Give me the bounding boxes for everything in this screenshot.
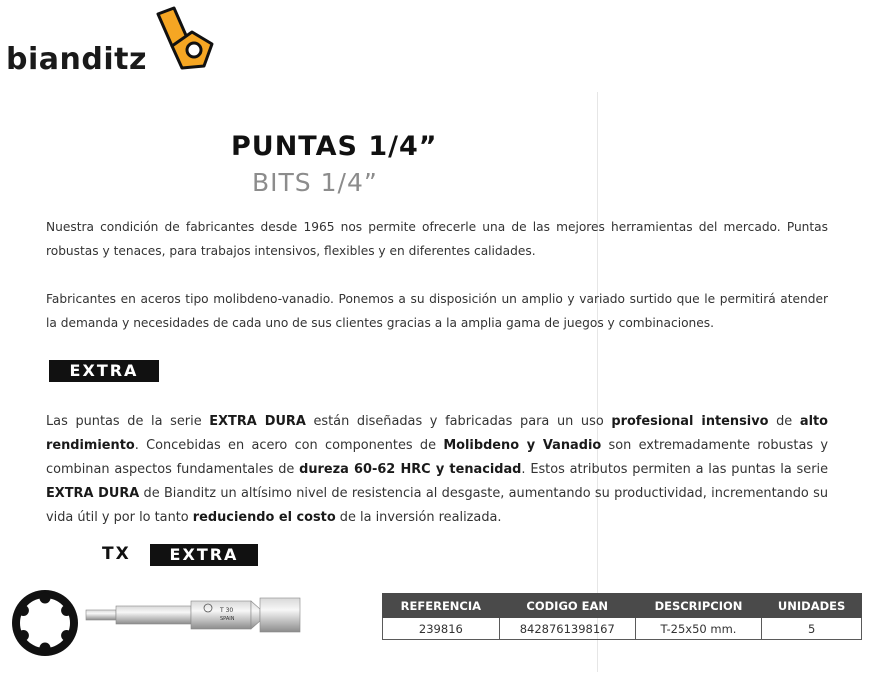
cell-codigo-ean: 8428761398167 [499, 618, 635, 640]
col-referencia: REFERENCIA [383, 594, 500, 618]
extra-text-6: . Estos atributos permiten a las puntas la serie [521, 462, 829, 477]
extra-bold-2: profesional intensivo [611, 414, 769, 429]
page-title: PUNTAS 1/4” [231, 131, 438, 162]
cell-descripcion: T-25x50 mm. [635, 618, 761, 640]
bit-marking-origin: SPAIN [220, 616, 235, 622]
tx-extra-badge: EXTRA [150, 544, 258, 566]
extra-text-4: . Concebidas en acero con componentes de [134, 438, 444, 453]
bit-marking-size: T 30 [220, 607, 234, 614]
brand-logo [6, 6, 216, 76]
extra-bold-3: alto rendimiento [46, 414, 829, 453]
column-divider [597, 92, 598, 672]
extra-bold-5: dureza 60-62 HRC y tenacidad [299, 462, 522, 477]
extra-text-8: de la inversión realizada. [335, 510, 502, 525]
col-unidades: UNIDADES [762, 594, 862, 618]
cell-referencia: 239816 [383, 618, 500, 640]
page-subtitle: BITS 1/4” [252, 168, 378, 197]
extra-text-1: Las puntas de la serie [46, 414, 210, 429]
intro-paragraph-1: Nuestra condición de fabricantes desde 1965 nos permite ofrecerle una de las mejores herramientas del mercado. Puntas robustas y tenaces, para trabajos intensivos, flexibles y en diferentes calidades. [46, 220, 828, 258]
extra-bold-7: reduciendo el costo [192, 510, 336, 525]
extra-badge: EXTRA [49, 360, 159, 382]
product-table [382, 593, 862, 640]
screwdriver-bit-icon [84, 596, 304, 636]
extra-bold-1: EXTRA DURA [209, 414, 306, 429]
extra-description [46, 410, 828, 530]
brand-name: bianditz [6, 42, 147, 77]
cell-unidades: 5 [762, 618, 862, 640]
table-row [383, 618, 862, 640]
intro-paragraph-2: Fabricantes en aceros tipo molibdeno-vanadio. Ponemos a su disposición un amplio y variado surtido que le permitirá atender la demanda y necesidades de cada uno de sus clientes gracias a la amplia gama de juegos y combinaciones. [46, 292, 828, 330]
product-type-label: TX [102, 544, 131, 564]
extra-bold-4: Molibdeno y Vanadio [443, 438, 602, 453]
extra-text-3: de [768, 414, 800, 429]
table-header-row [383, 594, 862, 618]
extra-bold-6: EXTRA DURA [46, 486, 140, 501]
bianditz-logo-icon [148, 6, 216, 72]
torx-profile-icon [11, 589, 79, 657]
col-descripcion: DESCRIPCION [635, 594, 761, 618]
extra-text-7: de Bianditz un altísimo nivel de resistencia al desgaste, aumentando su productividad, incrementando su vida útil y por lo tanto [46, 486, 828, 525]
extra-text-5: son extremadamente robustas y combinan aspectos fundamentales de [46, 438, 828, 477]
col-codigo-ean: CODIGO EAN [499, 594, 635, 618]
extra-text-2: están diseñadas y fabricadas para un uso [305, 414, 612, 429]
